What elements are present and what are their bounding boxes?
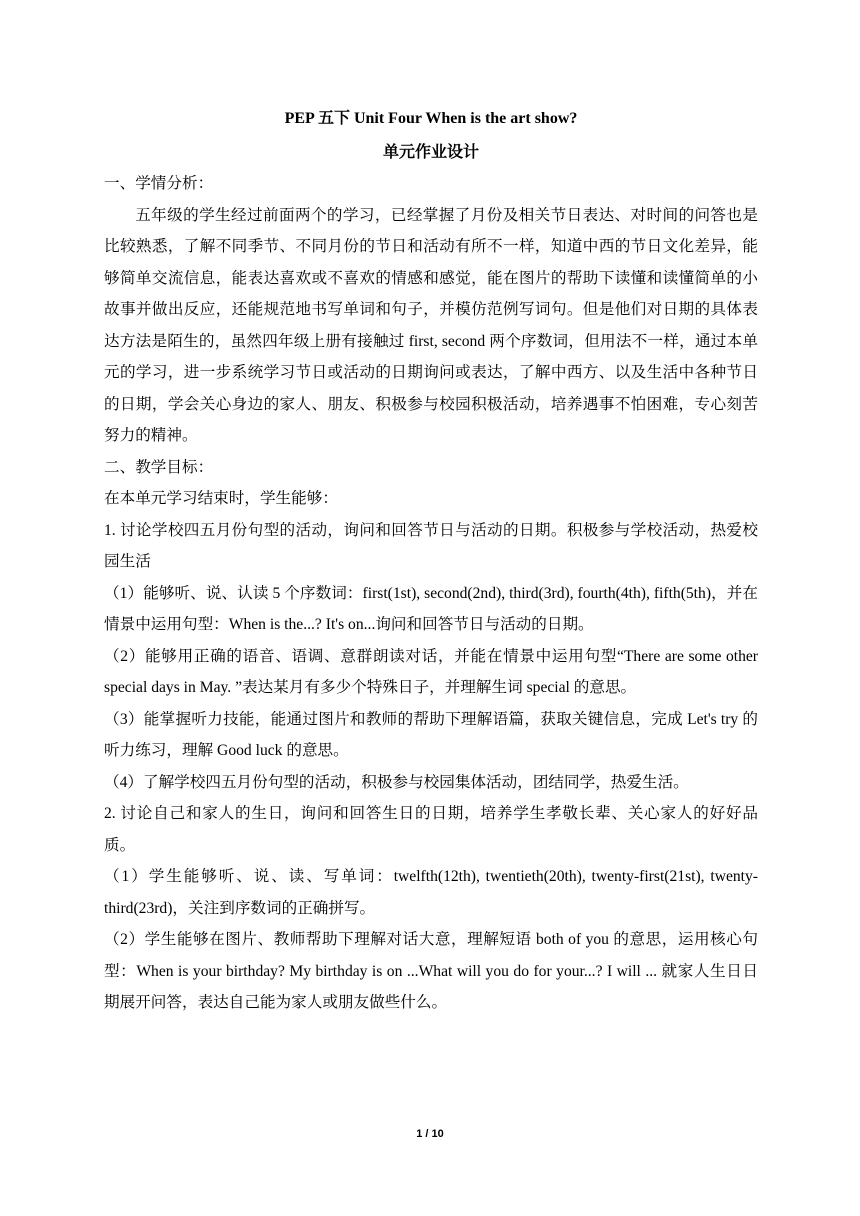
goal-subitem-1-4: （4）了解学校四五月份句型的活动，积极参与校园集体活动，团结同学，热爱生活。 — [104, 773, 689, 791]
goal-item-1: 1. 讨论学校四五月份句型的活动，询问和回答节日与活动的日期。积极参与学校活动，热爱校园生活 — [104, 521, 758, 570]
section-heading-analysis: 一、学情分析： — [104, 175, 214, 192]
goals-intro: 在本单元学习结束时，学生能够： — [104, 490, 338, 507]
goal-subitem-2-1: （1）学生能够听、说、读、写单词：twelfth(12th), twentieth(20th), twenty-first(21st), twenty-third(23rd)，关注到序数词的正确拼写。 — [104, 868, 758, 917]
page-number: 1 / 10 — [416, 1128, 444, 1140]
document-subtitle: 单元作业设计 — [382, 144, 479, 161]
analysis-paragraph: 五年级的学生经过前面两个的学习，已经掌握了月份及相关节日表达、对时间的问答也是比较熟悉，了解不同季节、不同月份的节日和活动有所不一样，知道中西的节日文化差异，能够简单交流信息，能表达喜欢或不喜欢的情感和感觉，能在图片的帮助下读懂和读懂简单的小故事并做出反应，还能规范地书写单词和句子，并模仿范例写词句。但是他们对日期的具体表达方法是陌生的，虽然四年级上册有接触过 first, second 两个序数词，但用法不一样，通过本单元的学习，进一步系统学习节日或活动的日期询问或表达，了解中西方、以及生活中各种节日的日期，学会关心身边的家人、朋友、积极参与校园积极活动，培养遇事不怕困难，专心刻苦努力的精神。 — [104, 206, 758, 444]
document-title: PEP 五下 Unit Four When is the art show? — [284, 110, 578, 127]
document-body — [104, 104, 758, 1019]
section-heading-goals: 二、教学目标： — [104, 458, 214, 476]
goal-item-2: 2. 讨论自己和家人的生日，询问和回答生日的日期，培养学生孝敬长辈、关心家人的好好品质。 — [104, 805, 758, 854]
goal-subitem-1-1: （1）能够听、说、认读 5 个序数词：first(1st), second(2nd), third(3rd), fourth(4th), fifth(5th)，并在情景中运用句型：When is the...? It's on...询问和回答节日与活动的日期。 — [104, 584, 758, 633]
goal-subitem-2-2: （2）学生能够在图片、教师帮助下理解对话大意，理解短语 both of you 的意思，运用核心句型：When is your birthday? My birthday is on ...What will you do for your...? I will ... 就家人生日日期展开问答，表达自己能为家人或朋友做些什么。 — [104, 931, 758, 1011]
goal-subitem-1-2: （2）能够用正确的语音、语调、意群朗读对话，并能在情景中运用句型“There are some other special days in May. ”表达某月有多少个特殊日子，并理解生词 special 的意思。 — [104, 647, 758, 696]
goal-subitem-1-3: （3）能掌握听力技能，能通过图片和教师的帮助下理解语篇，获取关键信息，完成 Let's try 的听力练习，理解 Good luck 的意思。 — [104, 710, 758, 759]
